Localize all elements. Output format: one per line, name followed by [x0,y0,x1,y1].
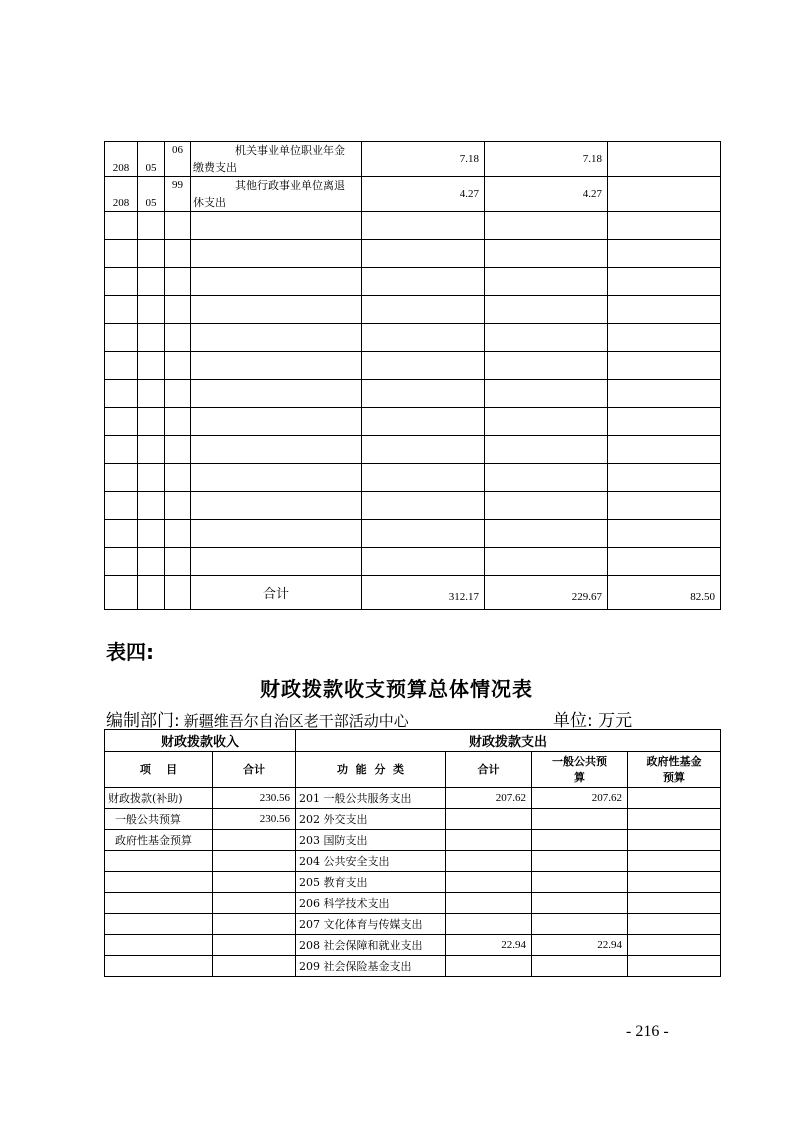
empty-cell [362,464,485,492]
empty-cell [165,240,191,268]
empty-cell [138,268,165,296]
empty-cell [608,548,721,576]
row-function: 202 外交支出 [296,809,446,830]
empty-cell [485,296,608,324]
empty-cell [608,492,721,520]
col-fund [628,752,721,788]
empty-cell [138,436,165,464]
row-item-total [213,893,296,914]
empty-cell [485,268,608,296]
total-value-1: 312.17 [362,576,485,610]
empty-row [105,436,721,464]
empty-cell [138,576,165,610]
empty-cell [165,548,191,576]
empty-cell [191,268,362,296]
empty-cell [485,380,608,408]
row-item [105,914,213,935]
empty-cell [138,352,165,380]
row-item-total [213,914,296,935]
empty-row [105,240,721,268]
empty-cell [165,352,191,380]
empty-cell [138,492,165,520]
group-header-row [105,730,721,752]
empty-cell [105,324,138,352]
empty-cell [362,408,485,436]
row-item: 财政拨款(补助) [105,788,213,809]
value-total: 7.18 [362,142,485,177]
row-function: 206 科学技术支出 [296,893,446,914]
empty-cell [608,436,721,464]
empty-cell [608,324,721,352]
empty-cell [138,296,165,324]
table-title: 财政拨款收支预算总体情况表 [260,677,533,701]
empty-cell [191,436,362,464]
row-total [446,914,532,935]
empty-cell [485,240,608,268]
dept-name: 新疆维吾尔自治区老干部活动中心 [183,712,409,730]
row-item [105,851,213,872]
empty-cell [485,492,608,520]
row-general [532,851,628,872]
table-row [105,809,721,830]
empty-cell [165,296,191,324]
empty-cell [165,324,191,352]
row-description [191,142,362,177]
unit-label: 单位: 万元 [553,711,633,731]
fiscal-budget-table [104,729,721,977]
value-basic: 4.27 [485,177,608,212]
budget-detail-table [104,141,721,610]
col-general-line1: 一般公共预 [552,754,608,768]
subitem-code: 99 [165,177,191,212]
empty-cell [105,212,138,240]
row-general [532,956,628,977]
empty-cell [165,380,191,408]
dept-line [106,706,409,731]
empty-cell [362,380,485,408]
empty-cell [191,352,362,380]
item-code: 05 [138,142,165,177]
empty-cell [138,464,165,492]
dept-label: 编制部门: [106,711,180,731]
empty-cell [105,492,138,520]
empty-cell [105,520,138,548]
row-function: 207 文化体育与传媒支出 [296,914,446,935]
empty-cell [191,520,362,548]
row-function: 204 公共安全支出 [296,851,446,872]
total-value-3: 82.50 [608,576,721,610]
empty-cell [485,352,608,380]
empty-cell [191,296,362,324]
empty-cell [105,352,138,380]
empty-cell [485,212,608,240]
empty-cell [362,352,485,380]
row-item-total [213,830,296,851]
empty-cell [105,380,138,408]
empty-cell [608,352,721,380]
total-label: 合计 [191,576,362,610]
empty-cell [608,520,721,548]
empty-cell [165,520,191,548]
row-item [105,935,213,956]
class-code: 208 [105,142,138,177]
empty-cell [165,212,191,240]
table-row [105,177,721,212]
subitem-code: 06 [165,142,191,177]
empty-cell [165,576,191,610]
empty-cell [485,436,608,464]
col-function: 功 能 分 类 [296,752,446,788]
row-function: 205 教育支出 [296,872,446,893]
empty-cell [105,436,138,464]
empty-cell [485,324,608,352]
row-general: 207.62 [532,788,628,809]
row-fund [628,851,721,872]
empty-cell [138,324,165,352]
table-row [105,872,721,893]
value-total: 4.27 [362,177,485,212]
empty-row [105,492,721,520]
empty-cell [608,380,721,408]
row-general [532,809,628,830]
empty-cell [105,548,138,576]
row-fund [628,830,721,851]
row-item [105,956,213,977]
empty-cell [138,380,165,408]
table-row [105,142,721,177]
row-item: 政府性基金预算 [105,830,213,851]
empty-cell [165,492,191,520]
empty-row [105,296,721,324]
empty-cell [191,408,362,436]
row-total [446,851,532,872]
col-item: 项 目 [105,752,213,788]
empty-cell [105,240,138,268]
page-number: - 216 - [626,1023,669,1040]
table-row [105,893,721,914]
empty-cell [105,268,138,296]
row-fund [628,809,721,830]
table-row [105,935,721,956]
row-item-total: 230.56 [213,788,296,809]
table-row [105,956,721,977]
empty-cell [608,464,721,492]
empty-cell [191,492,362,520]
table-row [105,830,721,851]
empty-cell [362,268,485,296]
empty-cell [608,408,721,436]
value-project [608,142,721,177]
empty-cell [362,520,485,548]
empty-cell [138,520,165,548]
empty-cell [105,408,138,436]
row-total: 207.62 [446,788,532,809]
row-item: 一般公共预算 [105,809,213,830]
empty-cell [191,380,362,408]
empty-row [105,268,721,296]
row-general [532,914,628,935]
empty-row [105,408,721,436]
empty-row [105,380,721,408]
empty-cell [608,240,721,268]
table-row [105,851,721,872]
row-total: 22.94 [446,935,532,956]
empty-cell [138,548,165,576]
row-fund [628,914,721,935]
empty-cell [165,464,191,492]
desc-line-2: 缴费支出 [193,161,237,174]
empty-cell [362,548,485,576]
row-total [446,956,532,977]
empty-row [105,352,721,380]
empty-cell [105,464,138,492]
empty-cell [165,436,191,464]
row-description [191,177,362,212]
empty-cell [362,492,485,520]
col-general-line2: 算 [574,770,586,784]
value-project [608,177,721,212]
empty-cell [485,408,608,436]
row-function: 203 国防支出 [296,830,446,851]
empty-cell [191,212,362,240]
row-function: 201 一般公共服务支出 [296,788,446,809]
row-fund [628,956,721,977]
empty-cell [191,324,362,352]
empty-row [105,212,721,240]
row-general: 22.94 [532,935,628,956]
total-row [105,576,721,610]
empty-cell [608,212,721,240]
empty-cell [362,212,485,240]
row-total [446,872,532,893]
empty-cell [191,240,362,268]
row-total [446,809,532,830]
row-general [532,830,628,851]
desc-line-1: 机关事业单位职业年金 [235,144,345,157]
empty-cell [191,464,362,492]
empty-row [105,464,721,492]
class-code: 208 [105,177,138,212]
empty-cell [608,296,721,324]
row-item [105,872,213,893]
empty-cell [165,408,191,436]
row-fund [628,872,721,893]
desc-line-1: 其他行政事业单位离退 [235,179,345,192]
income-header: 财政拨款收入 [105,730,296,752]
empty-row [105,324,721,352]
empty-row [105,548,721,576]
row-item-total [213,935,296,956]
empty-cell [105,576,138,610]
col-general [532,752,628,788]
empty-cell [362,296,485,324]
col-total2: 合计 [446,752,532,788]
table-row [105,788,721,809]
row-item-total [213,956,296,977]
total-value-2: 229.67 [485,576,608,610]
empty-cell [485,520,608,548]
empty-cell [362,324,485,352]
table-row [105,914,721,935]
col-fund-line1: 政府性基金 [646,754,702,768]
row-item [105,893,213,914]
row-fund [628,893,721,914]
row-general [532,893,628,914]
row-item-total [213,872,296,893]
empty-cell [165,268,191,296]
section-label: 表四: [106,640,154,664]
col-total: 合计 [213,752,296,788]
empty-cell [138,408,165,436]
empty-cell [138,240,165,268]
col-fund-line2: 预算 [663,770,686,784]
row-item-total: 230.56 [213,809,296,830]
row-function: 209 社会保险基金支出 [296,956,446,977]
row-total [446,893,532,914]
empty-cell [362,240,485,268]
empty-cell [138,212,165,240]
row-total [446,830,532,851]
row-function: 208 社会保障和就业支出 [296,935,446,956]
row-fund [628,935,721,956]
empty-cell [105,296,138,324]
row-fund [628,788,721,809]
row-general [532,872,628,893]
expense-header: 财政拨款支出 [296,730,721,752]
empty-cell [485,548,608,576]
value-basic: 7.18 [485,142,608,177]
empty-cell [608,268,721,296]
row-item-total [213,851,296,872]
empty-cell [362,436,485,464]
empty-cell [485,464,608,492]
empty-cell [191,548,362,576]
column-header-row [105,752,721,788]
desc-line-2: 休支出 [193,196,226,209]
item-code: 05 [138,177,165,212]
empty-row [105,520,721,548]
